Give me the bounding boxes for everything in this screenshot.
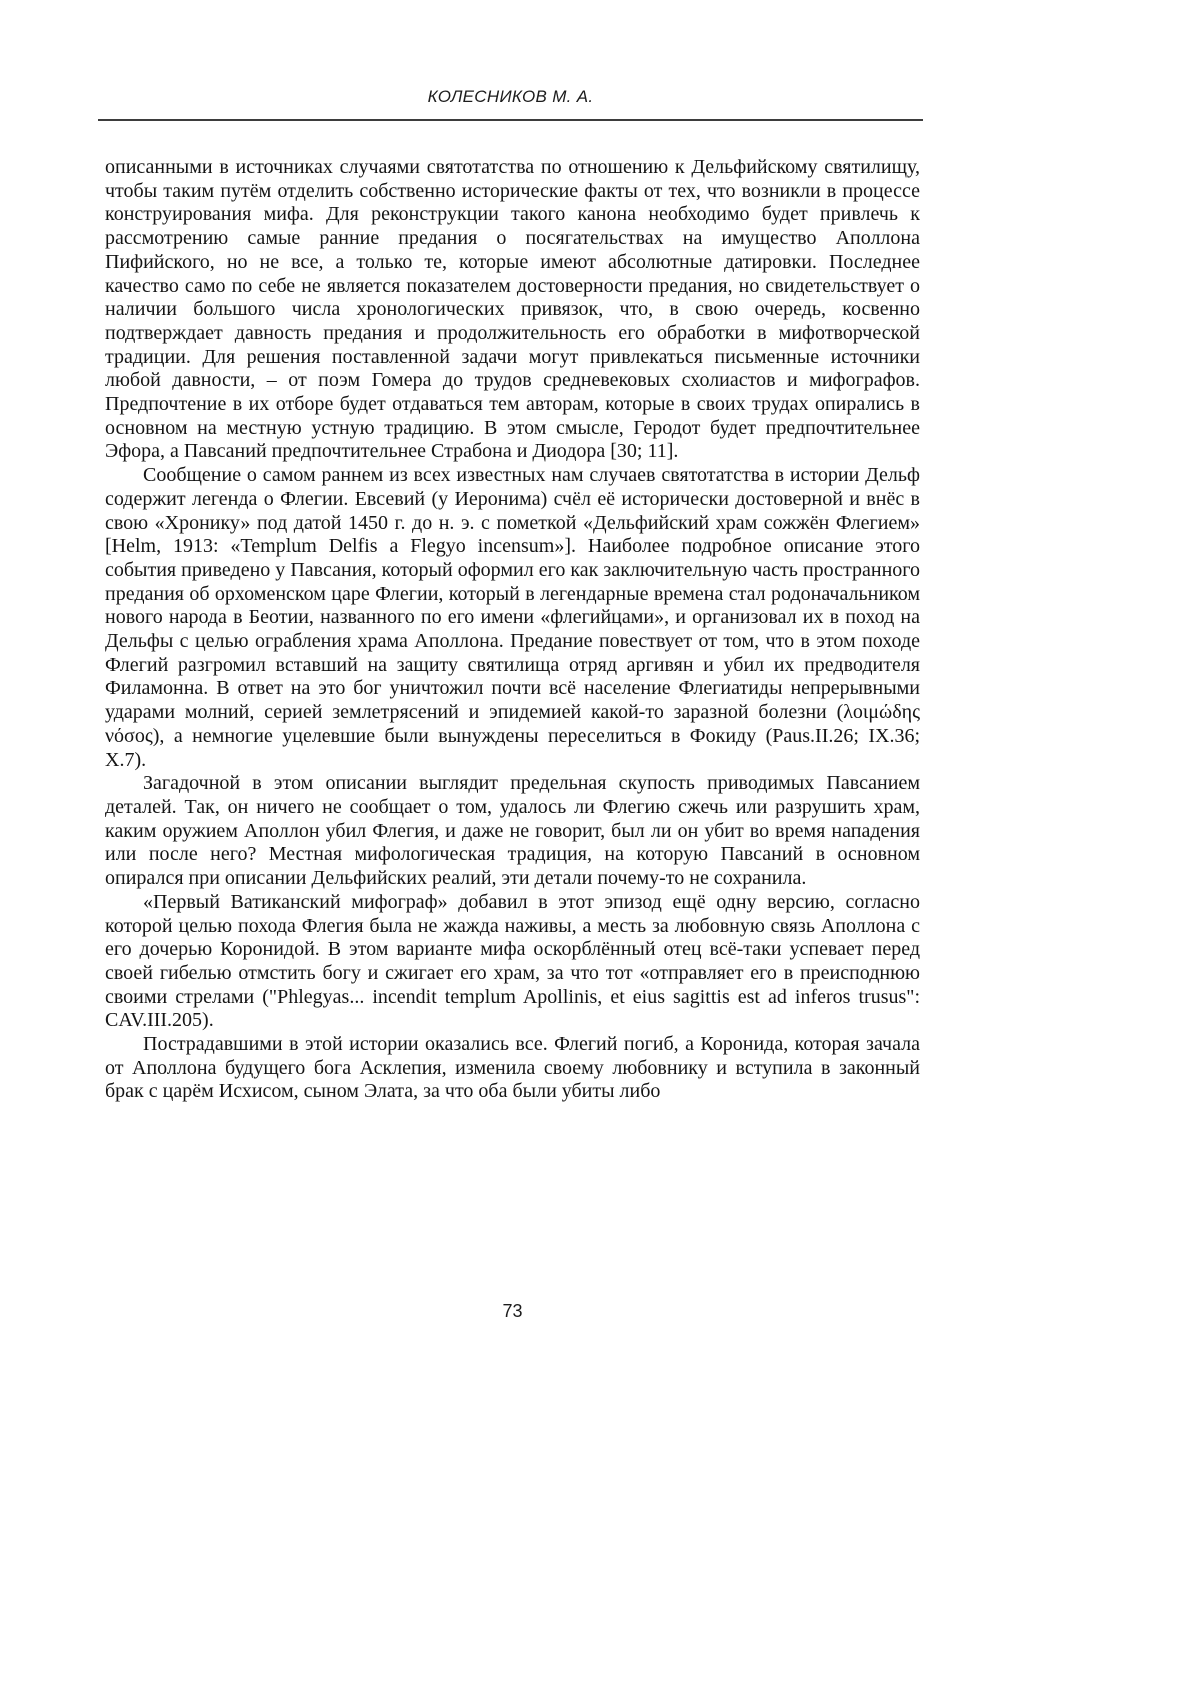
page-number: 73	[502, 1301, 523, 1321]
header-rule	[98, 119, 923, 121]
paragraph: «Первый Ватиканский мифограф» добавил в этот эпизод ещё одну версию, согласно которой целью похода Флегия была не жажда наживы, а месть за любовную связь Аполлона с его дочерью Коронидой. В этом варианте мифа оскорблённый отец всё-таки успевает перед своей гибелью отмстить богу и сжигает его храм, за что тот «отправляет его в преисподнюю своими стрелами ("Phlegyas... incendit templum Apollinis, et eius sagittis est ad inferos trusus": CAV.III.205).	[105, 890, 920, 1032]
paragraph: Пострадавшими в этой истории оказались все. Флегий погиб, а Коронида, которая зачала от Аполлона будущего бога Асклепия, изменила своему любовнику и вступила в законный брак с царём Исхисом, сыном Элата, за что оба были убиты либо	[105, 1033, 920, 1103]
article-body	[105, 156, 920, 1104]
running-head-author: КОЛЕСНИКОВ М. А.	[427, 87, 594, 106]
page-header	[98, 86, 923, 121]
paragraph-continued: описанными в источниках случаями святотатства по отношению к Дельфийскому святилищу, чтобы таким путём отделить собственно исторические факты от тех, что возникли в процессе конструирования мифа. Для реконструкции такого канона необходимо будет привлечь к рассмотрению самые ранние предания о посягательствах на имущество Аполлона Пифийского, но не все, а только те, которые имеют абсолютные датировки. Последнее качество само по себе не является показателем достоверности предания, но свидетельствует о наличии большого числа хронологических привязок, что, в свою очередь, косвенно подтверждает давность предания и продолжительность его обработки в мифотворческой традиции. Для решения поставленной задачи могут привлекаться письменные источники любой давности, – от поэм Гомера до трудов средневековых схолиастов и мифографов. Предпочтение в их отборе будет отдаваться тем авторам, которые в своих трудах опирались в основном на местную устную традицию. В этом смысле, Геродот будет предпочтительнее Эфора, а Павсаний предпочтительнее Страбона и Диодора [30; 11].	[105, 156, 920, 463]
paragraph: Загадочной в этом описании выглядит предельная скупость приводимых Павсанием деталей. Так, он ничего не сообщает о том, удалось ли Флегию сжечь или разрушить храм, каким оружием Аполлон убил Флегия, и даже не говорит, был ли он убит во время нападения или после него? Местная мифологическая традиция, на которую Павсаний в основном опирался при описании Дельфийских реалий, эти детали почему-то не сохранила.	[105, 772, 920, 890]
paragraph: Сообщение о самом раннем из всех известных нам случаев святотатства в истории Дельф содержит легенда о Флегии. Евсевий (у Иеронима) счёл её исторически достоверной и внёс в свою «Хронику» под датой 1450 г. до н. э. с пометкой «Дельфийский храм сожжён Флегием» [Helm, 1913: «Templum Delfis a Flegyo incensum»]. Наиболее подробное описание этого события приведено у Павсания, который оформил его как заключительную часть пространного предания об орхоменском царе Флегии, который в легендарные времена стал родоначальником нового народа в Беотии, названного по его имени «флегийцами», и организовал их в поход на Дельфы с целью ограбления храма Аполлона. Предание повествует от том, что в этом походе Флегий разгромил вставший на защиту святилища отряд аргивян и убил их предводителя Филамонна. В ответ на это бог уничтожил почти всё население Флегиатиды непрерывными ударами молний, серией землетрясений и эпидемией какой-то заразной болезни (λοιμώδης νόσος), а немногие уцелевшие были вынуждены переселиться в Фокиду (Paus.II.26; IX.36; X.7).	[105, 464, 920, 771]
